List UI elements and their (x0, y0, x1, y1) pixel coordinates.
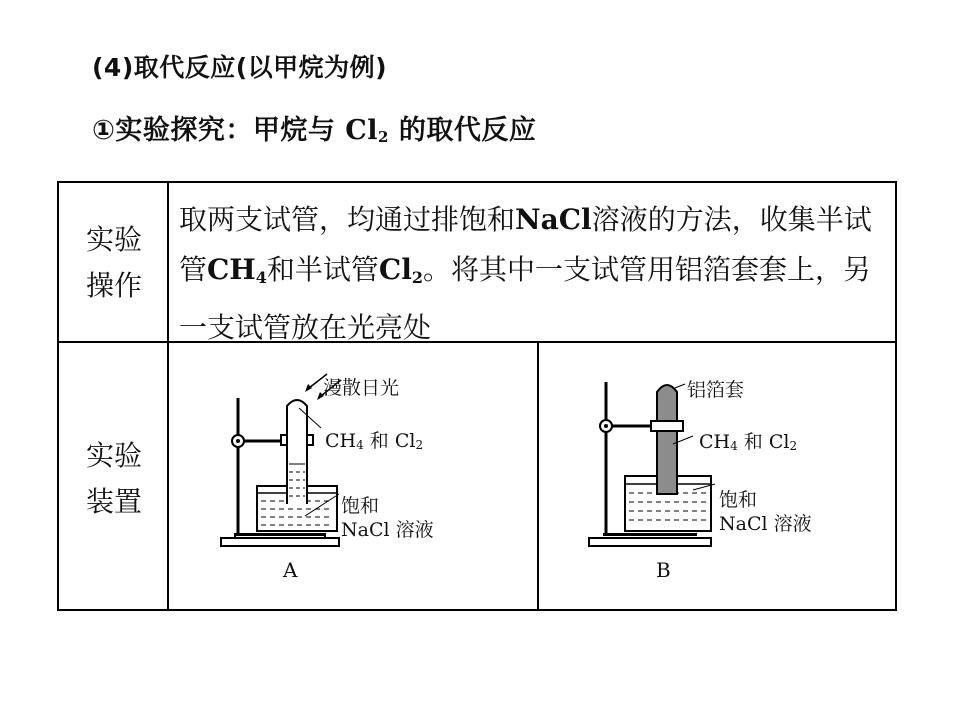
foil-pointer (675, 384, 685, 388)
op-nacl: NaCl (515, 203, 592, 236)
caption-b: B (656, 558, 671, 582)
foil-label: 铝箔套 (687, 379, 745, 401)
op-ch: CH (207, 253, 256, 286)
foil-covered-tube-b (657, 385, 677, 494)
gas-b-ch: CH (699, 431, 731, 453)
gas-a-cl: Cl (394, 430, 416, 452)
row-label-apparatus-line2: 装置 (85, 485, 142, 518)
experiment-table (57, 181, 897, 611)
solution-label-b-line2 (719, 509, 812, 536)
subheading-formula-sub: 2 (378, 128, 389, 146)
gas-a-ch-sub: 4 (356, 438, 364, 452)
caption-a: A (283, 558, 298, 582)
row-label-operation-line2: 操作 (85, 269, 142, 302)
subheading-formula: Cl (345, 115, 379, 146)
op-ch-sub: 4 (255, 268, 267, 287)
gas-b-cl: Cl (768, 431, 790, 453)
operation-text (179, 195, 889, 353)
solution-b-text: 溶液 (767, 513, 812, 535)
subheading-prefix: ①实验探究：甲烷与 (92, 115, 346, 146)
clamp-holder-b (651, 421, 683, 431)
op-part1: 取两支试管，均通过排饱和 (179, 203, 516, 236)
solution-label-b-line1: 饱和 (719, 489, 758, 511)
row-label-apparatus-line1: 实验 (85, 439, 142, 472)
solution-a-text: 溶液 (389, 519, 434, 541)
gas-b-cl-sub: 2 (789, 439, 798, 453)
row-label-operation-line1: 实验 (85, 223, 142, 256)
gas-b-and: 和 (737, 431, 769, 453)
solution-label-a-line1: 饱和 (341, 495, 380, 517)
gas-b-ch-sub: 4 (730, 439, 738, 453)
row-label-operation (59, 217, 169, 309)
gas-a-and: 和 (363, 430, 395, 452)
row-label-apparatus (59, 433, 169, 525)
light-label: 漫散日光 (323, 377, 400, 399)
gas-a-cl-sub: 2 (415, 438, 424, 452)
gas-label-a (325, 426, 423, 453)
subheading-suffix: 的取代反应 (388, 115, 537, 146)
op-part3: 和半试管 (266, 253, 379, 286)
op-cl-sub: 2 (411, 268, 423, 287)
op-part2: 溶液的方法，收集半试管 (179, 203, 872, 286)
solution-label-a-line2 (341, 515, 434, 542)
gas-label-b (699, 427, 797, 454)
op-cl: Cl (378, 253, 412, 286)
section-heading: (4)取代反应(以甲烷为例) (92, 53, 388, 82)
stand-base-a (221, 538, 339, 546)
solution-a-nacl: NaCl (341, 519, 390, 541)
subheading (92, 108, 536, 147)
apparatus-divider (537, 341, 539, 609)
stand-base-b (589, 538, 711, 546)
op-part4: 。将其中一支试管用铝箔套套上，另一支试管放在光亮处 (179, 253, 871, 344)
gas-a-ch: CH (325, 430, 357, 452)
solution-b-nacl: NaCl (719, 513, 768, 535)
